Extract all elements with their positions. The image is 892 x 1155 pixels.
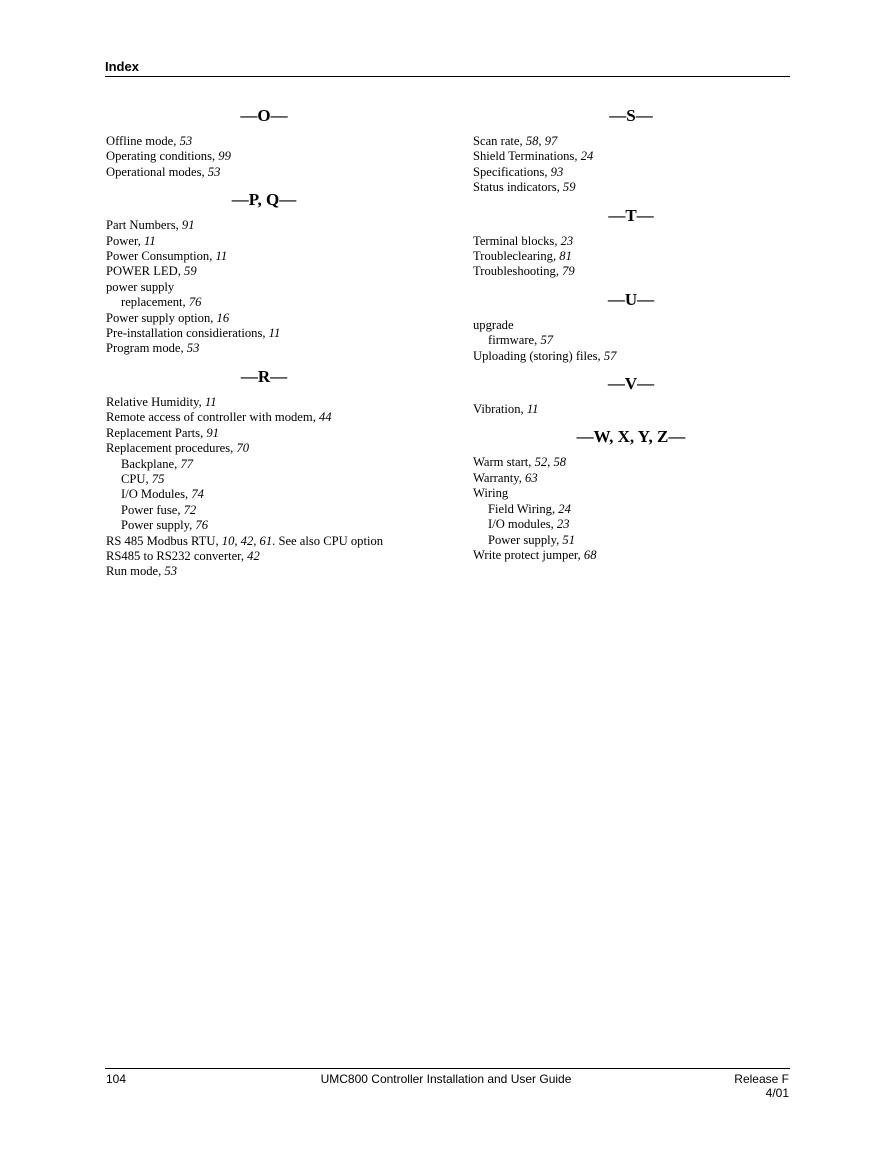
index-entry: Remote access of controller with modem, 44 — [106, 410, 332, 425]
index-entry: Replacement Parts, 91 — [106, 425, 219, 440]
index-section — [473, 427, 793, 563]
index-entry: Troubleclearing, 81 — [473, 249, 572, 264]
index-entry: Terminal blocks, 23 — [473, 233, 574, 248]
page-reference-link[interactable]: 91 — [181, 218, 195, 233]
entry-term: Power supply option — [106, 310, 211, 325]
footer-release: Release F — [734, 1072, 789, 1086]
index-entry: Vibration, 11 — [473, 402, 539, 417]
page-reference-link[interactable]: 91 — [206, 425, 219, 440]
page-reference-link[interactable]: 11 — [215, 249, 228, 264]
index-entry: Scan rate, 58, 97 — [473, 134, 558, 148]
index-subentry: Power fuse, 72 — [121, 502, 197, 517]
page-reference-link[interactable]: 74 — [191, 487, 204, 502]
index-section — [473, 290, 793, 364]
entry-term: Warm start — [473, 455, 529, 470]
page-reference-link[interactable]: 11 — [204, 394, 217, 409]
entry-term: Troubleshooting — [473, 264, 556, 279]
page-reference-link[interactable]: 53 — [164, 564, 178, 579]
page-reference-link[interactable]: 70 — [236, 441, 250, 456]
entry-term: Troubleclearing — [473, 249, 553, 264]
entry-term: Run mode — [106, 564, 159, 579]
entry-term: Warranty — [473, 470, 519, 485]
index-entry: Offline mode, 53 — [106, 134, 193, 148]
page-reference-link[interactable]: 58 — [553, 455, 567, 470]
index-entry: Operating conditions, 99 — [106, 149, 231, 164]
index-entry: RS485 to RS232 converter, 42 — [106, 548, 260, 563]
section-heading: —P, Q— — [231, 190, 297, 210]
index-entry: Write protect jumper, 68 — [473, 547, 597, 562]
footer-release-block — [734, 1072, 789, 1100]
index-column-right — [473, 106, 793, 573]
page-reference-link[interactable]: 59 — [562, 180, 576, 195]
entry-term: Power Consumption — [106, 249, 210, 264]
page-reference-link[interactable]: 42 — [240, 533, 254, 548]
page-reference-link[interactable]: 76 — [195, 518, 208, 533]
page-reference-link[interactable]: 11 — [526, 402, 539, 417]
index-entry: Program mode, 53 — [106, 341, 200, 356]
index-entry: Status indicators, 59 — [473, 180, 576, 195]
entry-term: I/O Modules — [121, 487, 186, 502]
index-section — [473, 374, 793, 417]
page-reference-link[interactable]: 75 — [151, 471, 165, 486]
page-reference-link[interactable]: 57 — [540, 333, 554, 348]
entry-term: firmware — [488, 333, 535, 348]
index-entry: Warm start, 52, 58 — [473, 455, 567, 470]
entry-term: Replacement procedures — [106, 441, 231, 456]
index-subentry: Power supply, 51 — [488, 532, 575, 547]
index-entry — [106, 280, 426, 295]
entry-term: Operating conditions — [106, 149, 212, 164]
index-entry — [473, 486, 793, 501]
page-reference-link[interactable]: 52 — [534, 455, 548, 470]
index-entry: Power, 11 — [106, 233, 156, 248]
index-entry: RS 485 Modbus RTU, 10, 42, 61. See also CPU option — [106, 533, 384, 548]
index-entry: Specifications, 93 — [473, 164, 564, 179]
index-entry: Relative Humidity, 11 — [106, 394, 217, 409]
page-reference-link[interactable]: 24 — [580, 149, 594, 164]
index-section — [106, 106, 426, 180]
entry-term: Power supply — [488, 532, 557, 547]
entry-term: Part Numbers — [106, 218, 176, 233]
entry-term: Pre-installation considierations — [106, 326, 263, 341]
page-reference-link[interactable]: 68 — [583, 547, 597, 562]
index-subentry: Power supply, 76 — [121, 518, 208, 533]
page-header — [105, 58, 790, 77]
page-reference-link[interactable]: 11 — [268, 326, 281, 341]
index-entry: Power supply option, 16 — [106, 310, 230, 325]
index-entry: Troubleshooting, 79 — [473, 264, 575, 279]
page-reference-link[interactable]: 53 — [207, 164, 221, 179]
section-heading: —W, X, Y, Z— — [576, 427, 686, 447]
page-reference-link[interactable]: 16 — [216, 310, 230, 325]
index-section — [473, 206, 793, 280]
index-subentry: firmware, 57 — [488, 333, 554, 348]
entry-term: Power supply — [121, 518, 190, 533]
entry-term: Power fuse — [121, 502, 178, 517]
entry-term: Replacement Parts — [106, 425, 201, 440]
page-reference-link[interactable]: 61 — [259, 533, 273, 548]
entry-term: Specifications — [473, 164, 545, 179]
index-entry: Run mode, 53 — [106, 564, 178, 579]
index-subentry: Backplane, 77 — [121, 456, 194, 471]
footer-page-number: 104 — [106, 1072, 127, 1086]
index-entry: Operational modes, 53 — [106, 164, 221, 179]
entry-term: Shield Terminations — [473, 149, 575, 164]
footer-rule — [105, 1068, 790, 1069]
page-reference-link[interactable]: 24 — [558, 501, 571, 516]
entry-term: Terminal blocks — [473, 233, 555, 248]
entry-term: Power — [106, 233, 138, 248]
page-reference-link[interactable]: 44 — [318, 410, 332, 425]
index-entry — [473, 318, 793, 333]
page-reference-link[interactable]: 97 — [544, 134, 558, 148]
entry-term: Status indicators — [473, 180, 557, 195]
page-reference-link[interactable]: 42 — [247, 548, 260, 563]
index-subentry: I/O modules, 23 — [488, 517, 570, 532]
section-heading: —O— — [240, 106, 288, 125]
entry-term: Wiring — [473, 486, 509, 501]
index-entry: Shield Terminations, 24 — [473, 149, 594, 164]
page-reference-link[interactable]: 76 — [188, 295, 202, 310]
entry-term: CPU — [121, 471, 146, 486]
entry-term: Backplane — [121, 456, 175, 471]
page-reference-link[interactable]: 11 — [143, 233, 156, 248]
index-section — [106, 190, 426, 357]
entry-term: I/O modules — [488, 517, 551, 532]
entry-term: Offline mode — [106, 134, 174, 148]
section-heading: —R— — [240, 366, 288, 386]
entry-term: Write protect jumper — [473, 547, 578, 562]
page-reference-link[interactable]: 23 — [560, 233, 574, 248]
header-title: Index — [105, 59, 139, 74]
index-entry: Part Numbers, 91 — [106, 218, 195, 233]
entry-term: Relative Humidity — [106, 394, 199, 409]
index-section — [106, 367, 426, 580]
entry-term: upgrade — [473, 317, 514, 332]
index-section — [473, 106, 793, 196]
page-reference-link[interactable]: 53 — [186, 341, 200, 356]
page-reference-link[interactable]: 93 — [550, 164, 564, 179]
page-reference-link[interactable]: 63 — [525, 470, 538, 485]
entry-term: RS485 to RS232 converter — [106, 548, 241, 563]
index-subentry: CPU, 75 — [121, 471, 165, 486]
index-subentry: I/O Modules, 74 — [121, 487, 204, 502]
section-heading: —U— — [607, 289, 655, 309]
index-entry: Power Consumption, 11 — [106, 249, 228, 264]
page-reference-link[interactable]: 79 — [562, 264, 575, 279]
index-entry: Pre-installation considierations, 11 — [106, 326, 281, 341]
section-heading: —T— — [608, 205, 654, 225]
entry-term: RS 485 Modbus RTU — [106, 533, 216, 548]
section-heading: —V— — [607, 374, 655, 394]
page-reference-link[interactable]: 72 — [183, 502, 197, 517]
entry-term: Program mode — [106, 341, 181, 356]
entry-term: Uploading (storing) files — [473, 348, 598, 363]
page-reference-link[interactable]: 57 — [603, 348, 617, 363]
page-reference-link[interactable]: 53 — [179, 134, 193, 148]
entry-see-also: . See also CPU option — [272, 533, 384, 548]
entry-term: Vibration — [473, 402, 521, 417]
entry-term: Remote access of controller with modem — [106, 410, 313, 425]
page-reference-link[interactable]: 59 — [184, 264, 197, 279]
entry-term: Operational modes — [106, 164, 202, 179]
page-reference-link[interactable]: 99 — [218, 149, 231, 164]
page-reference-link[interactable]: 10 — [221, 533, 235, 548]
index-column-left — [106, 106, 426, 590]
index-entry: Warranty, 63 — [473, 470, 538, 485]
footer-date: 4/01 — [765, 1086, 789, 1100]
entry-term: Field Wiring — [488, 501, 552, 516]
page-reference-link[interactable]: 23 — [556, 517, 570, 532]
page-reference-link[interactable]: 51 — [562, 532, 575, 547]
index-subentry: Field Wiring, 24 — [488, 501, 571, 516]
section-heading: —S— — [609, 106, 653, 125]
index-subentry: replacement, 76 — [121, 295, 202, 310]
entry-term: POWER LED — [106, 264, 178, 279]
page-reference-link[interactable]: 81 — [559, 249, 572, 264]
index-entry: POWER LED, 59 — [106, 264, 197, 279]
page-reference-link[interactable]: 77 — [180, 456, 194, 471]
index-entry: Uploading (storing) files, 57 — [473, 348, 617, 363]
entry-term: power supply — [106, 279, 175, 294]
entry-term: Scan rate — [473, 134, 520, 148]
footer-doc-title: UMC800 Controller Installation and User Guide — [320, 1072, 572, 1086]
index-entry: Replacement procedures, 70 — [106, 441, 250, 456]
entry-term: replacement — [121, 295, 183, 310]
page-reference-link[interactable]: 58 — [525, 134, 539, 148]
